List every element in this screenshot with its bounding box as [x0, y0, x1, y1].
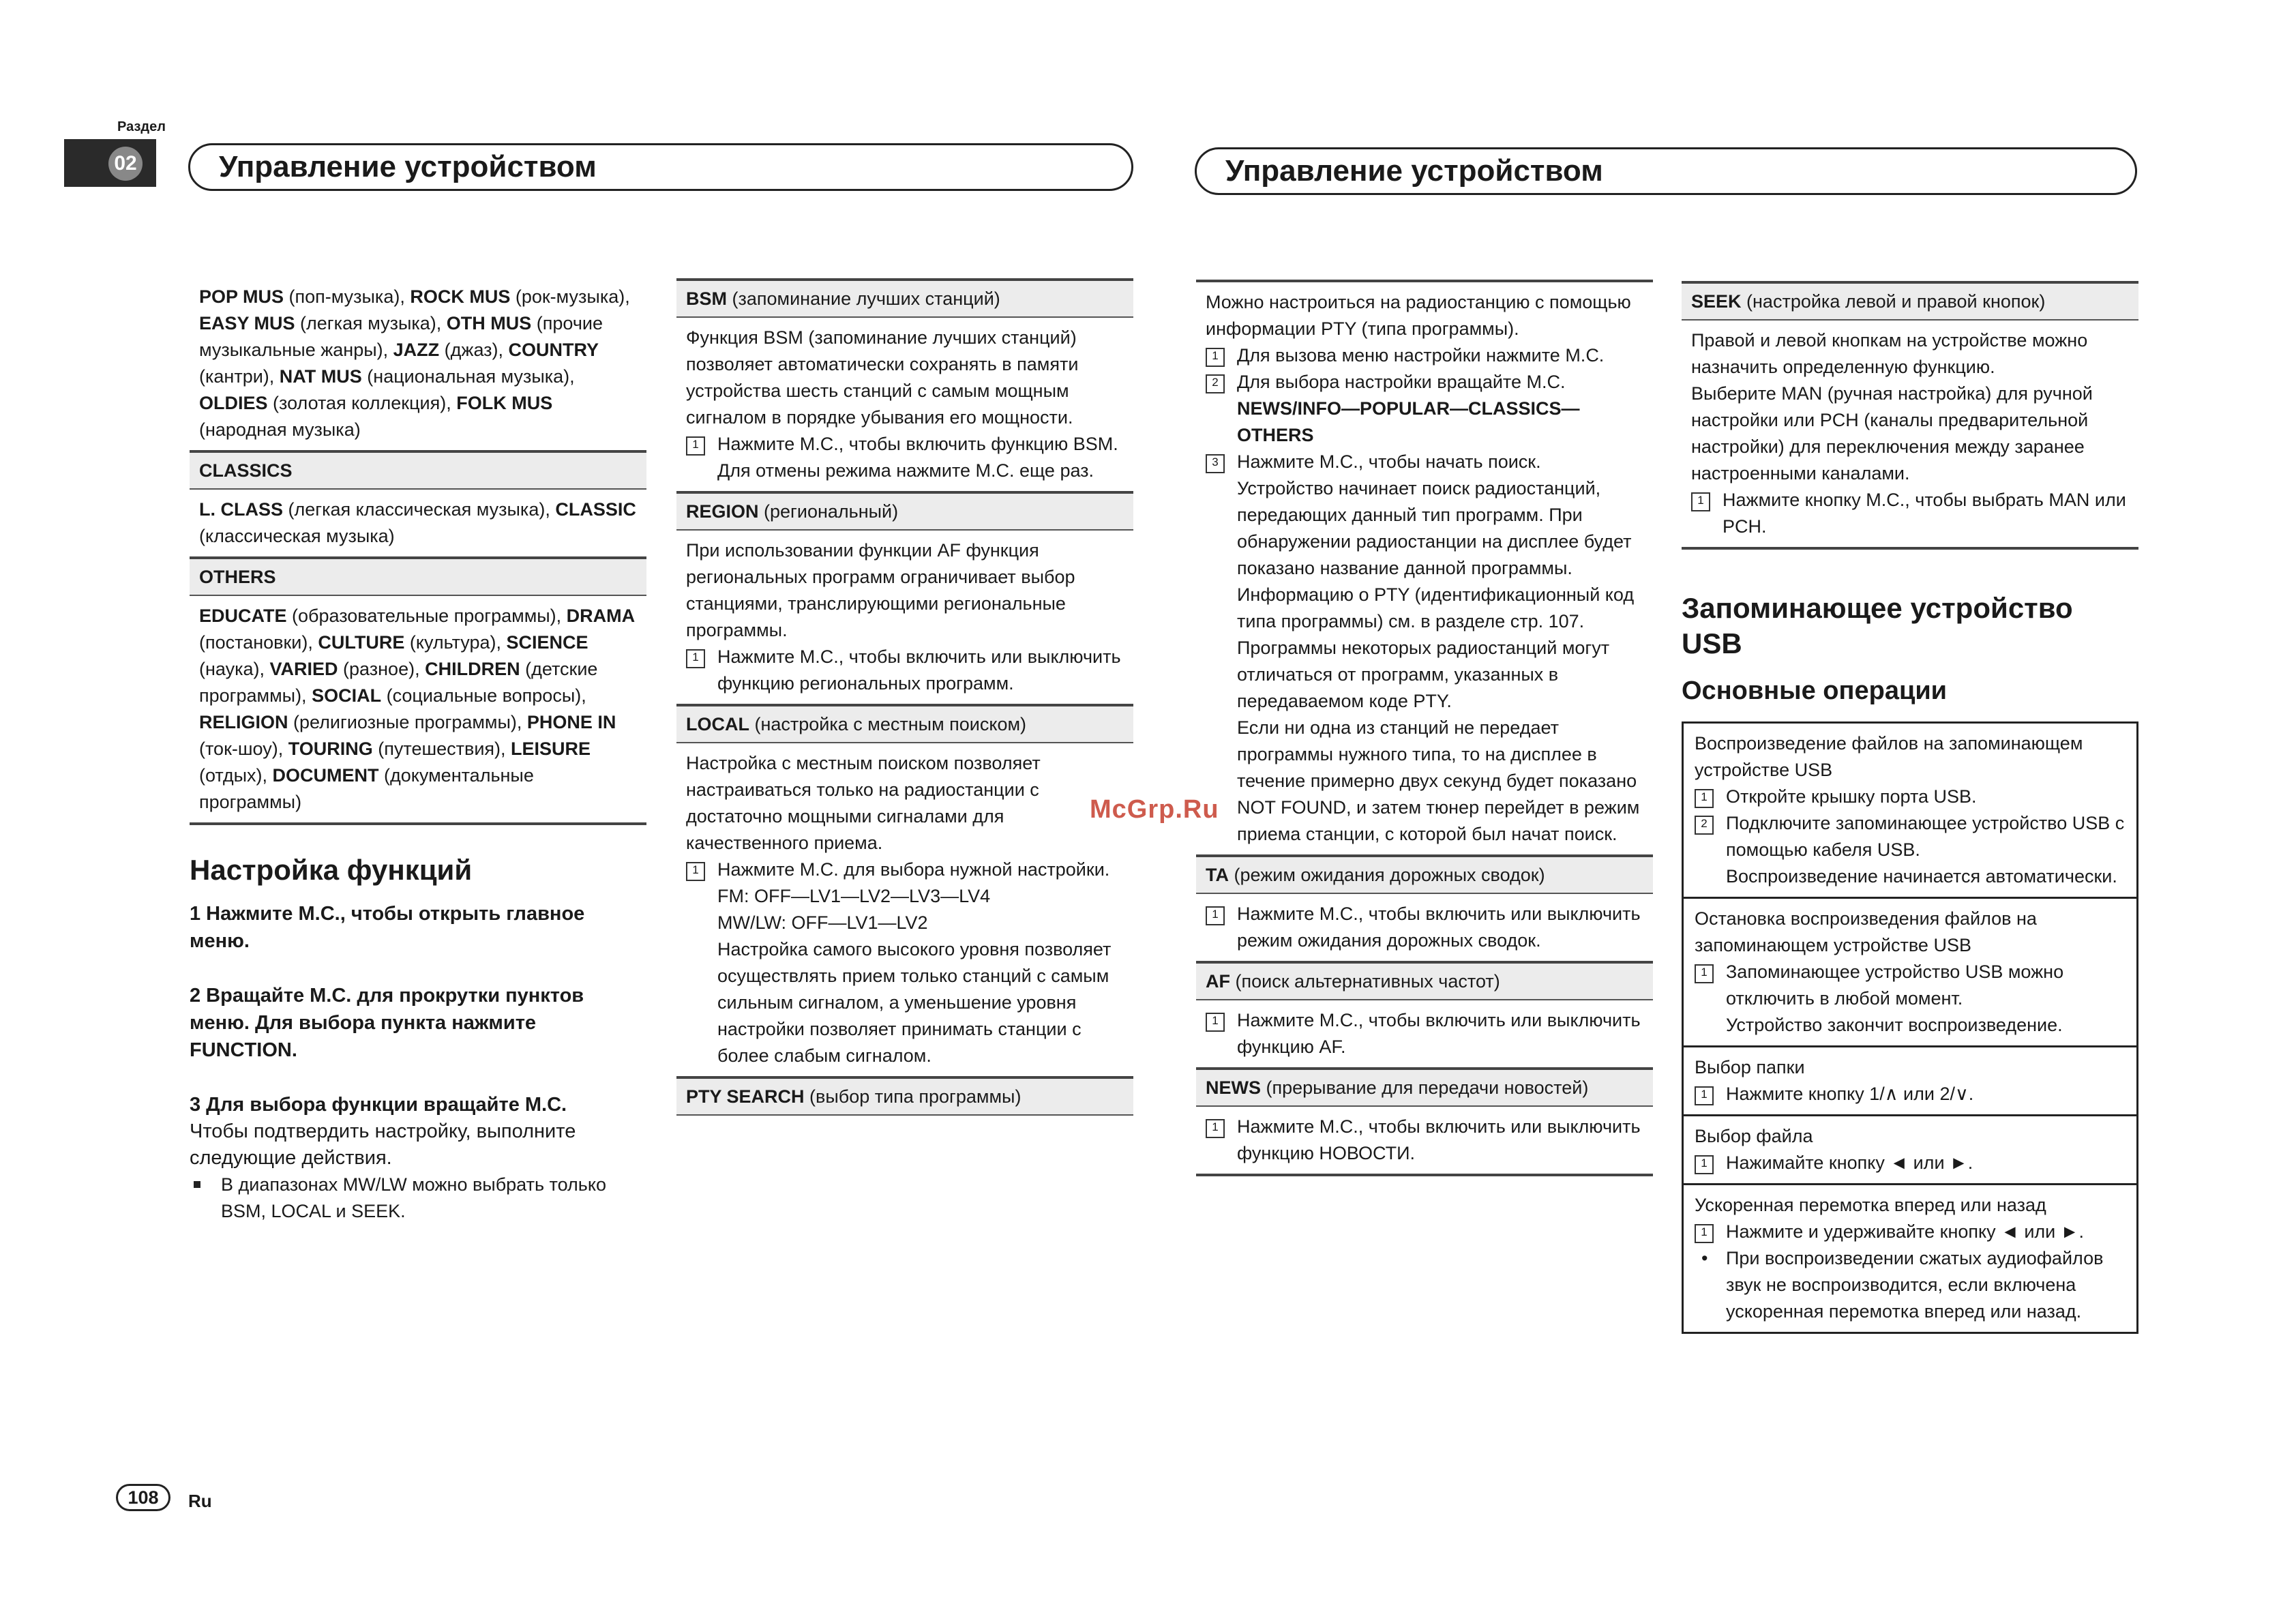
term-bold: TOURING [288, 739, 373, 759]
usb-play-step-1: 1 Откройте крышку порта USB. [1695, 784, 2126, 810]
usb-file-title: Выбор файла [1695, 1126, 1813, 1146]
func-step-3: 3 Для выбора функции вращайте M.C. [190, 1094, 567, 1116]
term-bold: EDUCATE [199, 606, 287, 626]
usb-stop-step-1-desc: Устройство закончит воспроизведение. [1726, 1015, 2063, 1035]
classics-header: CLASSICS [190, 450, 646, 490]
page-title-right: Управление устройством [1195, 147, 2137, 195]
af-header: AF (поиск альтернативных частот) [1196, 961, 1653, 1000]
term-bold: VARIED [269, 659, 338, 679]
section-badge [64, 139, 156, 187]
news-step: 1 Нажмите M.C., чтобы включить или выключить функцию НОВОСТИ. [1206, 1114, 1643, 1167]
term-bold: COUNTRY [508, 340, 599, 360]
seek-text-2: Выберите MAN (ручная настройка) для ручной настройки или PCH (каналы предварительной настройки) для переключения между заранее настроенными каналами. [1691, 383, 2093, 483]
usb-play-step-2: 2 Подключите запоминающее устройство USB с помощью кабеля USB. [1695, 810, 2126, 863]
section-number: 02 [108, 147, 143, 181]
bsm-step: 1 Нажмите M.C., чтобы включить функцию BSM. [686, 431, 1124, 458]
term-bold: CHILDREN [425, 659, 520, 679]
usb-ff-step-1: 1 Нажмите и удерживайте кнопку ◄ или ►. [1695, 1219, 2126, 1245]
term-bold: JAZZ [393, 340, 440, 360]
local-mw: MW/LW: OFF—LV1—LV2 [717, 912, 928, 933]
language-code: Ru [188, 1491, 212, 1511]
usb-play-cell [1684, 724, 2136, 899]
term-bold: ROCK MUS [410, 286, 511, 307]
others-header: OTHERS [190, 556, 646, 596]
term-bold: LEISURE [511, 739, 591, 759]
bsm-header: BSM (запоминание лучших станций) [676, 278, 1133, 318]
usb-stop-step-1: 1 Запоминающее устройство USB можно отключить в любой момент. [1695, 959, 2126, 1012]
seek-step: 1 Нажмите кнопку M.C., чтобы выбрать MAN или PCH. [1691, 487, 2129, 540]
seek-text-1: Правой и левой кнопкам на устройстве можно назначить определенную функцию. [1691, 330, 2088, 377]
pty-step-3-d2: Информацию о PTY (идентификационный код типа программы) см. в разделе стр. 107. [1237, 584, 1635, 631]
local-fm: FM: OFF—LV1—LV2—LV3—LV4 [717, 886, 991, 906]
usb-folder-cell [1684, 1047, 2136, 1116]
usb-ff-title: Ускоренная перемотка вперед или назад [1695, 1195, 2046, 1215]
column-3 [1196, 280, 1653, 1176]
term-bold: EASY MUS [199, 313, 295, 333]
ta-header: TA (режим ожидания дорожных сводок) [1196, 854, 1653, 894]
column-1 [190, 284, 646, 1225]
func-step-3-desc: Чтобы подтвердить настройку, выполните следующие действия. [190, 1120, 576, 1169]
term-bold: FOLK MUS [456, 393, 553, 413]
usb-stop-title: Остановка воспроизведения файлов на запоминающем устройстве USB [1695, 908, 2037, 955]
term-bold: PHONE IN [526, 712, 616, 732]
term-bold: L. CLASS [199, 499, 284, 520]
bsm-cancel: Для отмены режима нажмите M.C. еще раз. [717, 460, 1094, 481]
usb-operations-table [1682, 721, 2138, 1334]
term-bold: OLDIES [199, 393, 268, 413]
pty-step-3-d3: Программы некоторых радиостанций могут отличаться от программ, указанных в передаваемом коде PTY. [1237, 638, 1610, 711]
term-bold: CULTURE [318, 632, 405, 653]
term-bold: DRAMA [566, 606, 636, 626]
func-step-1: 1 Нажмите M.C., чтобы открыть главное меню. [190, 903, 585, 952]
page-number: 108 [116, 1484, 170, 1511]
region-header: REGION (региональный) [676, 491, 1133, 531]
term-bold: SCIENCE [506, 632, 588, 653]
pty-intro: Можно настроиться на радиостанцию с помощью информации PTY (типа программы). [1206, 292, 1631, 339]
af-step: 1 Нажмите M.C., чтобы включить или выключить функцию AF. [1206, 1007, 1643, 1060]
term-bold: CLASSIC [555, 499, 636, 520]
term-bold: OTH MUS [446, 313, 532, 333]
basic-heading: Основные операции [1682, 676, 1948, 705]
pty-step-1: 1 Для вызова меню настройки нажмите M.C. [1206, 342, 1643, 369]
pty-step-3-d4: Если ни одна из станций не передает программы нужного типа, то на дисплее в течение примерно двух секунд будет показано NOT FOUND, и затем тюнер перейдет в режим приема станции, с которой был начат поиск. [1237, 717, 1640, 844]
pty-step-3-d1: Устройство начинает поиск радиостанций, передающих данный тип программ. При обнаружении радиостанции на дисплее будет показано название данной программы. [1237, 478, 1632, 578]
term-bold: RELIGION [199, 712, 288, 732]
news-header: NEWS (прерывание для передачи новостей) [1196, 1067, 1653, 1107]
classics-text: L. CLASS (легкая классическая музыка), CLASSIC (классическая музыка) [199, 499, 636, 546]
local-text: Настройка с местным поиском позволяет настраиваться только на радиостанции с достаточно мощными сигналами для качественного приема. [686, 753, 1041, 853]
pty-header: PTY SEARCH (выбор типа программы) [676, 1076, 1133, 1116]
usb-folder-step-1: 1 Нажмите кнопку 1/∧ или 2/∨. [1695, 1081, 2126, 1107]
page-title-left: Управление устройством [188, 143, 1133, 191]
column-2 [676, 278, 1133, 1116]
local-header: LOCAL (настройка с местным поиском) [676, 704, 1133, 743]
usb-play-step-2-desc: Воспроизведение начинается автоматически. [1726, 866, 2117, 887]
func-step-2: 2 Вращайте M.C. для прокрутки пунктов меню. Для выбора пункта нажмите FUNCTION. [190, 985, 584, 1061]
local-desc: Настройка самого высокого уровня позволяет осуществлять прием только станций с самым сильным сигналом, а уменьшение уровня настройки позволяет принимать станции с более слабым сигналом. [717, 939, 1112, 1066]
term-bold: POP MUS [199, 286, 284, 307]
bsm-text: Функция BSM (запоминание лучших станций) позволяет автоматически сохранять в памяти устройства шесть станций с самым мощным сигналом в порядке убывания его мощности. [686, 327, 1079, 428]
pty-step-3: 3 Нажмите M.C., чтобы начать поиск. [1206, 449, 1643, 475]
usb-folder-title: Выбор папки [1695, 1057, 1805, 1077]
usb-play-title: Воспроизведение файлов на запоминающем устройстве USB [1695, 733, 2083, 780]
usb-file-step-1: 1 Нажимайте кнопку ◄ или ►. [1695, 1150, 2126, 1176]
region-step: 1 Нажмите M.C., чтобы включить или выключить функцию региональных программ. [686, 644, 1124, 697]
region-text: При использовании функции AF функция региональных программ ограничивает выбор станциями, транслирующими региональные программы. [686, 540, 1075, 640]
pty-step-2: 2 Для выбора настройки вращайте M.C. [1206, 369, 1643, 396]
usb-ff-cell [1684, 1185, 2136, 1332]
usb-stop-cell [1684, 899, 2136, 1047]
func-note: В диапазонах MW/LW можно выбрать только BSM, LOCAL и SEEK. [190, 1172, 646, 1225]
genres-text: POP MUS (поп-музыка), ROCK MUS (рок-музыка), EASY MUS (легкая музыка), OTH MUS (прочие музыкальные жанры), JAZZ (джаз), COUNTRY (кантри), NAT MUS (национальная музыка), OLDIES (золотая коллекция), FOLK MUS (народная музыка) [199, 286, 630, 440]
section-label: Раздел [117, 119, 166, 134]
seek-header: SEEK (настройка левой и правой кнопок) [1682, 281, 2138, 321]
func-heading: Настройка функций [190, 854, 473, 886]
term-bold: SOCIAL [312, 685, 382, 706]
term-bold: NAT MUS [279, 366, 362, 387]
term-bold: DOCUMENT [272, 765, 379, 786]
usb-heading: Запоминающее устройство USB [1682, 592, 2073, 659]
column-4 [1682, 281, 2138, 1334]
local-step: 1 Нажмите M.C. для выбора нужной настройки. [686, 857, 1124, 883]
usb-ff-note: • При воспроизведении сжатых аудиофайлов звук не воспроизводится, если включена ускоренная перемотка вперед или назад. [1695, 1245, 2126, 1325]
others-text: EDUCATE (образовательные программы), DRAMA (постановки), CULTURE (культура), SCIENCE (наука), VARIED (разное), CHILDREN (детские программы), SOCIAL (социальные вопросы), RELIGION (религиозные программы), PHONE IN (ток-шоу), TOURING (путешествия), LEISURE (отдых), DOCUMENT (документальные программы) [199, 606, 636, 812]
usb-file-cell [1684, 1116, 2136, 1185]
pty-step-2-options: NEWS/INFO—POPULAR—CLASSICS—OTHERS [1237, 398, 1580, 445]
watermark: McGrp.Ru [1090, 795, 1219, 824]
ta-step: 1 Нажмите M.C., чтобы включить или выключить режим ожидания дорожных сводок. [1206, 901, 1643, 954]
